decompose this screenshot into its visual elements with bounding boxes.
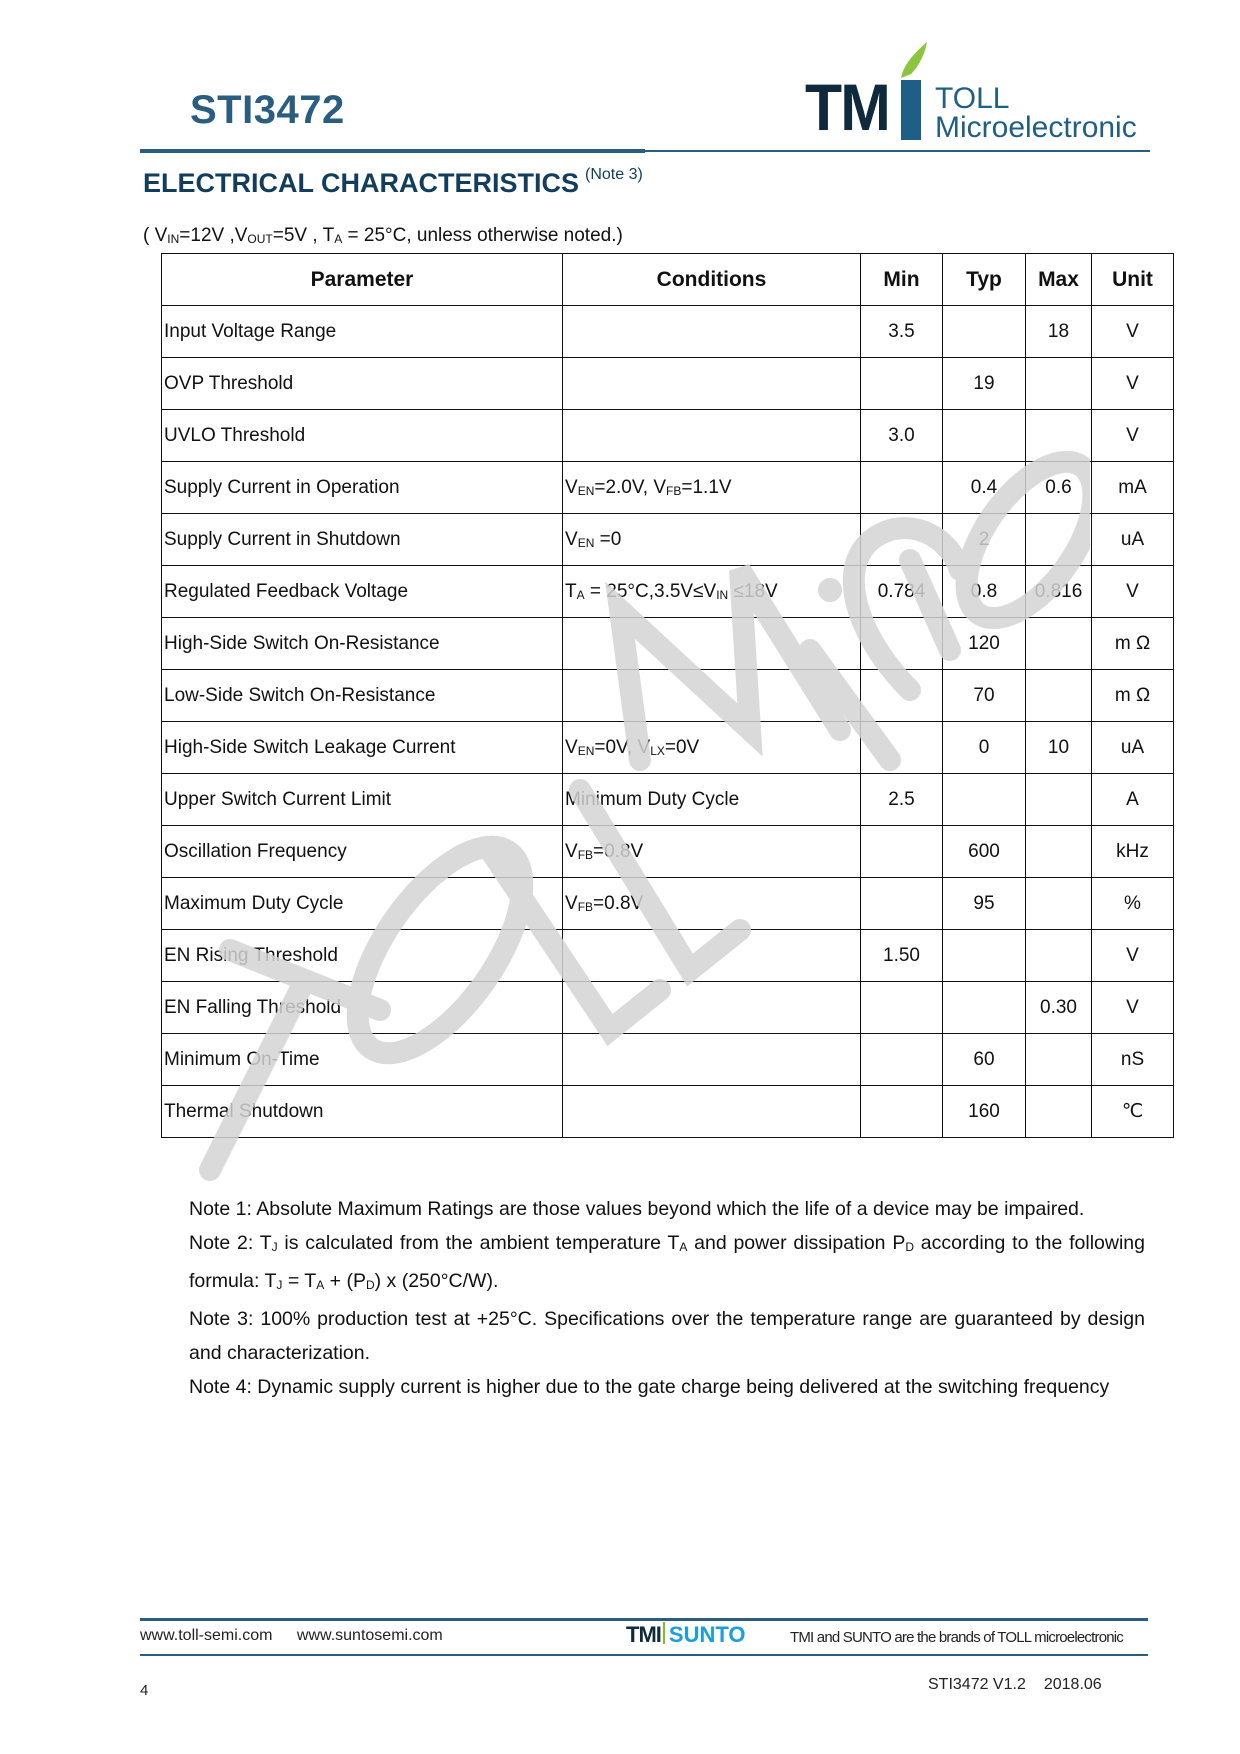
cell-min (861, 514, 943, 566)
cell-unit: V (1092, 566, 1174, 618)
condition-text: V (565, 892, 578, 914)
cell-typ: 70 (943, 670, 1026, 722)
cond-text: =12V ,V (179, 225, 248, 246)
condition-text: =0.8V (593, 892, 644, 914)
condition-text: V (565, 528, 578, 550)
header-parameter: Parameter (162, 254, 563, 306)
cell-parameter: Supply Current in Shutdown (162, 514, 563, 566)
cell-min (861, 878, 943, 930)
cell-conditions (563, 618, 861, 670)
cell-max: 0.6 (1026, 462, 1092, 514)
footer-divider-bottom (140, 1654, 1148, 1656)
cell-typ: 2 (943, 514, 1026, 566)
cell-unit: m Ω (1092, 670, 1174, 722)
cell-unit: m Ω (1092, 618, 1174, 670)
company-logo (805, 40, 1150, 145)
cell-unit: % (1092, 878, 1174, 930)
cell-parameter: High-Side Switch On-Resistance (162, 618, 563, 670)
cell-min (861, 462, 943, 514)
table-row (162, 774, 1174, 826)
note-text: Note 1: Absolute Maximum Ratings are those values beyond which the life of a device may be impaired. (189, 1198, 1085, 1220)
condition-text: =0.8V (593, 840, 644, 862)
cell-parameter: Regulated Feedback Voltage (162, 566, 563, 618)
table-header-row (162, 254, 1174, 306)
cell-max (1026, 826, 1092, 878)
cell-unit: uA (1092, 722, 1174, 774)
cell-conditions (563, 982, 861, 1034)
cell-typ: 0.4 (943, 462, 1026, 514)
cell-unit: A (1092, 774, 1174, 826)
cell-conditions (563, 410, 861, 462)
cell-conditions (563, 566, 861, 618)
cell-unit: V (1092, 410, 1174, 462)
condition-subscript: EN (577, 483, 595, 498)
condition-text: T (565, 580, 577, 602)
cell-parameter: Input Voltage Range (162, 306, 563, 358)
cell-typ (943, 774, 1026, 826)
table-row (162, 670, 1174, 722)
table-row (162, 1086, 1174, 1138)
condition-subscript: A (576, 587, 585, 602)
cell-max: 10 (1026, 722, 1092, 774)
cell-parameter: EN Rising Threshold (162, 930, 563, 982)
cell-typ: 0.8 (943, 566, 1026, 618)
cell-typ: 160 (943, 1086, 1026, 1138)
cell-typ: 0 (943, 722, 1026, 774)
section-title-note: (Note 3) (585, 166, 643, 183)
brand-statement: TMI and SUNTO are the brands of TOLL microelectronic (790, 1629, 1124, 1646)
cond-text: =5V , T (272, 225, 335, 246)
cell-parameter: OVP Threshold (162, 358, 563, 410)
cell-parameter: Minimum On-Time (162, 1034, 563, 1086)
cell-max (1026, 930, 1092, 982)
cell-min (861, 1034, 943, 1086)
cell-typ: 120 (943, 618, 1026, 670)
cell-conditions (563, 774, 861, 826)
cond-sub: OUT (247, 232, 273, 246)
cell-max (1026, 670, 1092, 722)
cell-conditions (563, 1086, 861, 1138)
table-row (162, 618, 1174, 670)
cond-sub: A (334, 232, 343, 246)
logo-mark: TM (805, 70, 889, 144)
header-typ: Typ (943, 254, 1026, 306)
cell-min (861, 722, 943, 774)
cell-conditions (563, 514, 861, 566)
cell-parameter: UVLO Threshold (162, 410, 563, 462)
cell-parameter: EN Falling Threshold (162, 982, 563, 1034)
document-version (928, 1676, 1102, 1694)
cell-conditions (563, 670, 861, 722)
cell-max (1026, 1034, 1092, 1086)
cell-conditions (563, 826, 861, 878)
cell-min: 3.0 (861, 410, 943, 462)
footer-logo-tmi: TMI (626, 1622, 661, 1647)
note-text: is calculated from the ambient temperature T (277, 1232, 680, 1254)
section-heading (143, 168, 643, 199)
version-label: STI3472 V1.2 (928, 1676, 1026, 1693)
note-subscript: J (276, 1278, 283, 1292)
cond-sub: IN (167, 232, 180, 246)
table-row (162, 358, 1174, 410)
table-row (162, 982, 1174, 1034)
document-title: STI3472 (190, 88, 345, 132)
table-row (162, 930, 1174, 982)
cell-conditions (563, 306, 861, 358)
table-row (162, 566, 1174, 618)
condition-subscript: EN (577, 535, 595, 550)
header-min: Min (861, 254, 943, 306)
cell-min: 0.784 (861, 566, 943, 618)
note-subscript: A (679, 1240, 688, 1254)
table-body (162, 306, 1174, 1138)
cell-typ (943, 930, 1026, 982)
cell-max (1026, 878, 1092, 930)
condition-text: =1.1V (681, 476, 732, 498)
cell-min (861, 1086, 943, 1138)
page-number: 4 (140, 1682, 149, 1699)
cell-unit: uA (1092, 514, 1174, 566)
link-suntosemi[interactable]: www.suntosemi.com (296, 1627, 443, 1644)
table-row (162, 306, 1174, 358)
cell-max (1026, 358, 1092, 410)
table-row (162, 878, 1174, 930)
table-row (162, 462, 1174, 514)
note-subscript: D (365, 1278, 375, 1292)
cell-max (1026, 618, 1092, 670)
cell-typ (943, 306, 1026, 358)
condition-subscript: LX (650, 743, 665, 758)
note-text: + (P (324, 1270, 366, 1292)
logo-line-1: TOLL (935, 82, 1010, 115)
cell-conditions (563, 358, 861, 410)
note-text: = T (282, 1270, 317, 1292)
condition-text: ≤18V (728, 580, 778, 602)
note-text: Note 3: 100% production test at +25°C. Specifications over the temperature range are guaranteed by design and characterization. (189, 1308, 1145, 1364)
link-toll-semi[interactable]: www.toll-semi.com (140, 1627, 273, 1644)
note-item (189, 1370, 1145, 1404)
note-item (189, 1192, 1145, 1226)
cell-unit: V (1092, 982, 1174, 1034)
cell-typ: 95 (943, 878, 1026, 930)
condition-text: = 25°C,3.5V≤V (584, 580, 717, 602)
cond-text: ( V (143, 225, 168, 246)
electrical-characteristics-table (161, 253, 1174, 1138)
notes-section (189, 1192, 1145, 1404)
footer-logo-sunto: SUNTO (668, 1622, 746, 1647)
note-text: Note 2: T (189, 1232, 272, 1254)
condition-subscript: IN (716, 587, 729, 602)
cell-unit: kHz (1092, 826, 1174, 878)
cell-min (861, 358, 943, 410)
cell-parameter: Maximum Duty Cycle (162, 878, 563, 930)
cell-unit: nS (1092, 1034, 1174, 1086)
condition-text: V (565, 736, 578, 758)
cell-conditions (563, 1034, 861, 1086)
note-text: Note 4: Dynamic supply current is higher due to the gate charge being delivered at the switching frequency (189, 1376, 1110, 1398)
cell-min (861, 670, 943, 722)
note-subscript: D (905, 1240, 914, 1254)
cell-typ: 600 (943, 826, 1026, 878)
section-title-text: ELECTRICAL CHARACTERISTICS (143, 168, 580, 198)
cell-typ (943, 410, 1026, 462)
note-item (189, 1302, 1145, 1370)
cell-typ: 19 (943, 358, 1026, 410)
cell-max: 18 (1026, 306, 1092, 358)
cell-conditions (563, 930, 861, 982)
cell-parameter: Upper Switch Current Limit (162, 774, 563, 826)
cell-min (861, 982, 943, 1034)
note-subscript: A (316, 1278, 325, 1292)
header-divider-thin (645, 150, 1150, 152)
cell-typ: 60 (943, 1034, 1026, 1086)
note-subscript: J (271, 1240, 278, 1254)
cell-min (861, 826, 943, 878)
header-conditions: Conditions (563, 254, 861, 306)
condition-text: =0 (594, 528, 622, 550)
cell-min: 2.5 (861, 774, 943, 826)
cell-max (1026, 410, 1092, 462)
note-text: and power dissipation P (687, 1232, 906, 1254)
condition-subscript: FB (577, 899, 594, 914)
table-row (162, 1034, 1174, 1086)
cell-min: 3.5 (861, 306, 943, 358)
cell-parameter: Oscillation Frequency (162, 826, 563, 878)
cell-conditions (563, 462, 861, 514)
cell-min (861, 618, 943, 670)
version-date: 2018.06 (1043, 1676, 1102, 1693)
header-max: Max (1026, 254, 1092, 306)
footer-divider-top (140, 1618, 1148, 1621)
cell-unit: V (1092, 358, 1174, 410)
cell-conditions (563, 722, 861, 774)
cell-unit: ℃ (1092, 1086, 1174, 1138)
condition-text: V (565, 476, 578, 498)
cell-max (1026, 1086, 1092, 1138)
cell-parameter: High-Side Switch Leakage Current (162, 722, 563, 774)
condition-subscript: FB (666, 483, 682, 498)
cell-max: 0.30 (1026, 982, 1092, 1034)
cond-text: = 25°C, unless otherwise noted.) (342, 225, 623, 246)
header-unit: Unit (1092, 254, 1174, 306)
condition-text: =2.0V, V (594, 476, 667, 498)
cell-min: 1.50 (861, 930, 943, 982)
header-divider (140, 149, 645, 153)
cell-parameter: Supply Current in Operation (162, 462, 563, 514)
note-item (189, 1226, 1145, 1302)
cell-parameter: Thermal Shutdown (162, 1086, 563, 1138)
leaf-icon (891, 40, 931, 80)
cell-conditions (563, 878, 861, 930)
cell-max (1026, 514, 1092, 566)
logo-line-2: Microelectronic (935, 111, 1137, 144)
footer-logo-divider (663, 1622, 665, 1644)
test-conditions (143, 225, 623, 247)
cell-parameter: Low-Side Switch On-Resistance (162, 670, 563, 722)
table-row (162, 722, 1174, 774)
cell-typ (943, 982, 1026, 1034)
condition-text: Minimum Duty Cycle (565, 788, 740, 810)
cell-unit: V (1092, 306, 1174, 358)
note-text: ) x (250°C/W). (374, 1270, 499, 1292)
logo-wordmark (935, 84, 1137, 142)
logo-i-bar (901, 80, 921, 140)
table-row (162, 514, 1174, 566)
footer-links (140, 1627, 463, 1645)
cell-max (1026, 774, 1092, 826)
condition-text: =0V (664, 736, 700, 758)
note-text: according to the following formula: T (189, 1232, 1146, 1292)
cell-unit: mA (1092, 462, 1174, 514)
table-row (162, 410, 1174, 462)
condition-text: =0V, V (594, 736, 651, 758)
footer-logo (626, 1622, 746, 1652)
cell-unit: V (1092, 930, 1174, 982)
condition-text: V (565, 840, 578, 862)
condition-subscript: FB (577, 847, 594, 862)
cell-max: 0.816 (1026, 566, 1092, 618)
condition-subscript: EN (577, 743, 595, 758)
table-row (162, 826, 1174, 878)
